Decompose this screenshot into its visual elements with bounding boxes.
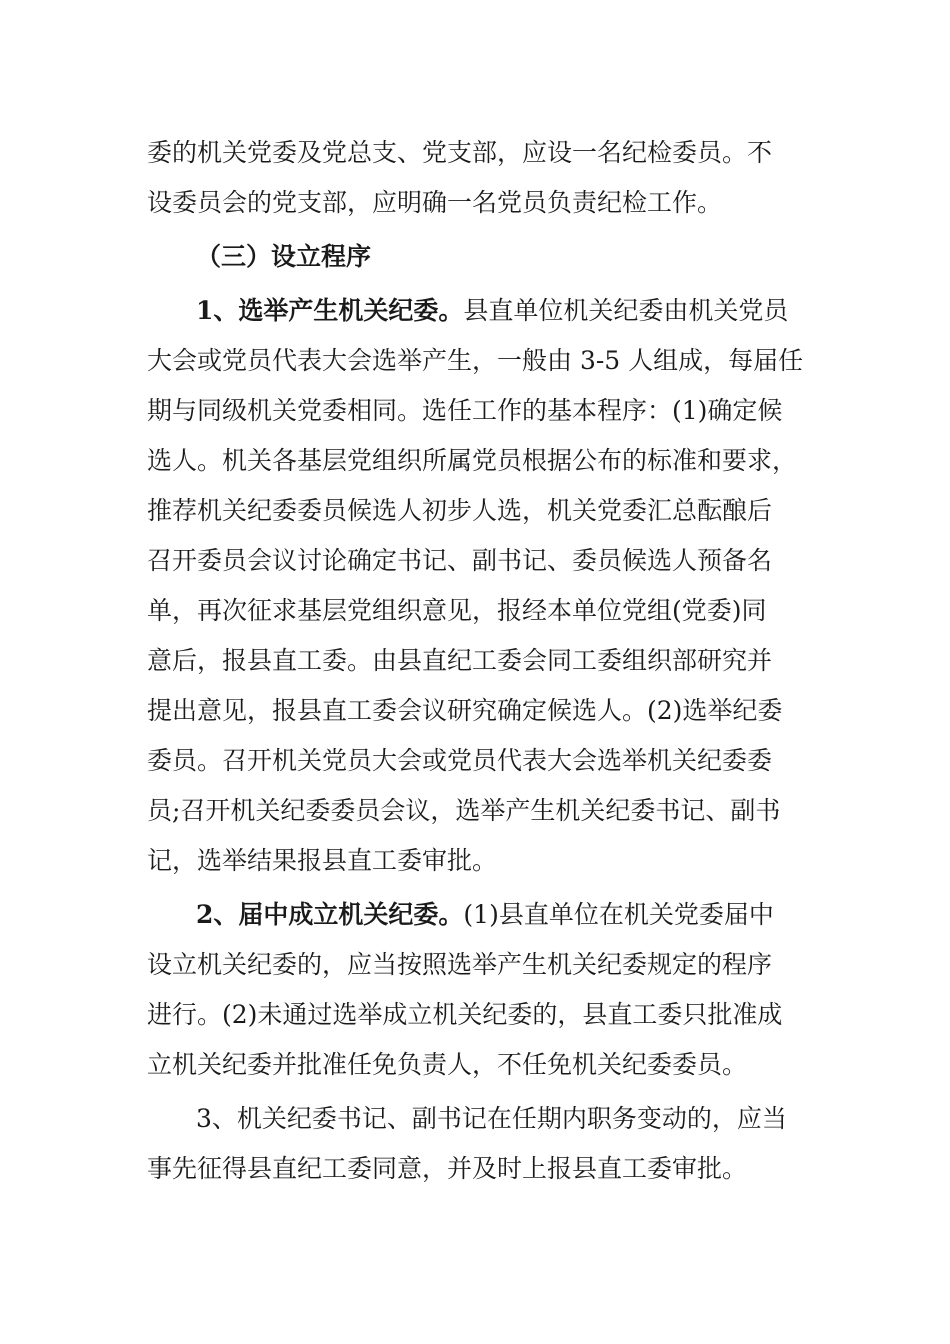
- paragraph-line: 单，再次征求基层党组织意见，报经本单位党组(党委)同: [147, 596, 767, 625]
- paragraph-line: 推荐机关纪委委员候选人初步人选，机关党委汇总酝酿后: [147, 496, 773, 525]
- paragraph-line: 提出意见，报县直工委会议研究确定候选人。(2)选举纪委: [147, 696, 783, 725]
- paragraph-line: [196, 898, 774, 932]
- paragraph-line: [196, 294, 788, 328]
- paragraph-line: 意后，报县直工委。由县直纪工委会同工委组织部研究并: [147, 646, 773, 675]
- paragraph-line: 设委员会的党支部，应明确一名党员负责纪检工作。: [147, 188, 723, 217]
- paragraph-line: 期与同级机关党委相同。选任工作的基本程序：(1)确定候: [147, 396, 783, 425]
- paragraph-line: 员;召开机关纪委委员会议，选举产生机关纪委书记、副书: [147, 796, 781, 825]
- paragraph-line: 进行。(2)未通过选举成立机关纪委的，县直工委只批准成: [147, 1000, 783, 1029]
- item-text: (1)县直单位在机关党委届中: [463, 900, 774, 929]
- paragraph-line: 选人。机关各基层党组织所属党员根据公布的标准和要求，: [147, 446, 798, 475]
- paragraph-line: 3、机关纪委书记、副书记在任期内职务变动的，应当: [196, 1104, 787, 1133]
- paragraph-line: 委的机关党委及党总支、党支部，应设一名纪检委员。不: [147, 138, 773, 167]
- item-heading: 1、选举产生机关纪委。: [196, 296, 464, 325]
- paragraph-line: 立机关纪委并批准任免负责人，不任免机关纪委委员。: [147, 1050, 748, 1079]
- section-heading: （三）设立程序: [196, 242, 372, 271]
- item-text: 县直单位机关纪委由机关党员: [463, 296, 789, 325]
- paragraph-line: 召开委员会议讨论确定书记、副书记、委员候选人预备名: [147, 546, 773, 575]
- paragraph-line: 委员。召开机关党员大会或党员代表大会选举机关纪委委: [147, 746, 773, 775]
- item-heading: 2、届中成立机关纪委。: [196, 900, 464, 929]
- paragraph-line: 事先征得县直纪工委同意，并及时上报县直工委审批。: [147, 1154, 748, 1183]
- paragraph-line: 大会或党员代表大会选举产生，一般由 3-5 人组成，每届任: [147, 346, 804, 375]
- paragraph-line: 设立机关纪委的，应当按照选举产生机关纪委规定的程序: [147, 950, 773, 979]
- paragraph-line: 记，选举结果报县直工委审批。: [147, 846, 498, 875]
